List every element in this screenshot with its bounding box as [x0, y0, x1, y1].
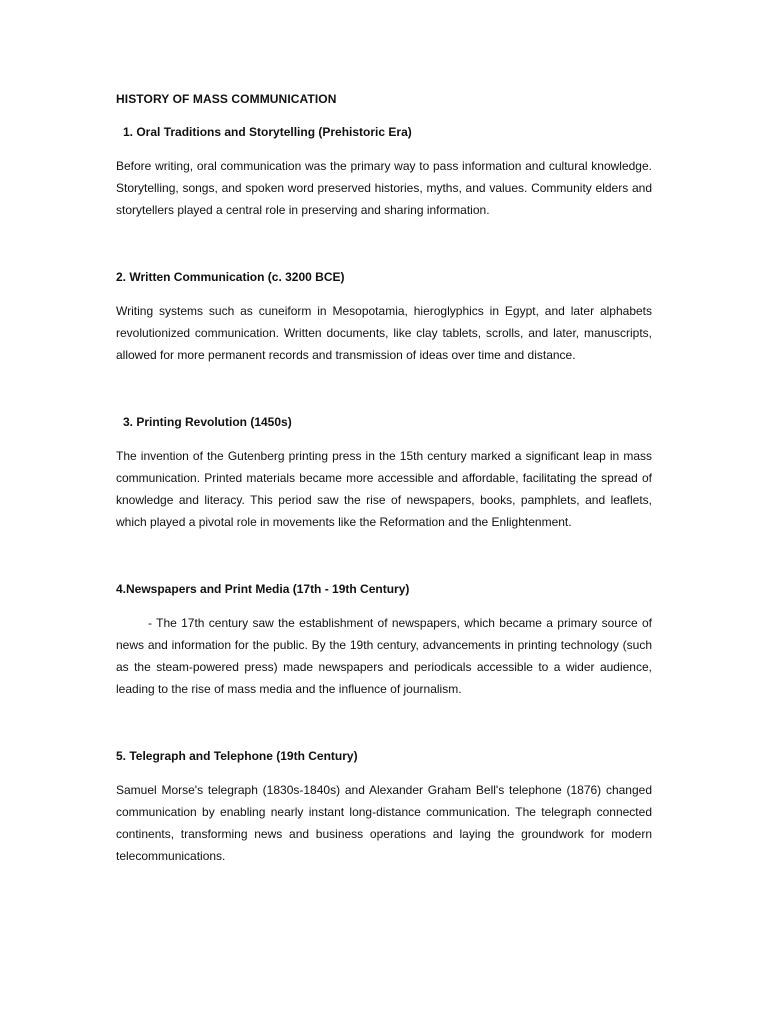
section-heading: 1. Oral Traditions and Storytelling (Prehistoric Era) [123, 125, 412, 139]
section-heading: 4.Newspapers and Print Media (17th - 19th Century) [116, 582, 410, 596]
section-oral-traditions [116, 121, 652, 221]
section-heading: 5. Telegraph and Telephone (19th Century) [116, 749, 358, 763]
section-paragraph: The invention of the Gutenberg printing press in the 15th century marked a significant leap in mass communication. Printed materials became more accessible and affordable, facilitating the spread of knowledge and literacy. This period saw the rise of newspapers, books, pamphlets, and leaflets, which played a pivotal role in movements like the Reformation and the Enlightenment. [116, 449, 652, 529]
section-printing-revolution [116, 411, 652, 533]
section-written-communication [116, 266, 652, 366]
section-paragraph: Before writing, oral communication was the primary way to pass information and cultural knowledge. Storytelling, songs, and spoken word preserved histories, myths, and values. Community elders and storytellers played a central role in preserving and sharing information. [116, 159, 652, 217]
section-heading: 3. Printing Revolution (1450s) [123, 415, 292, 429]
section-paragraph: Writing systems such as cuneiform in Mesopotamia, hieroglyphics in Egypt, and later alphabets revolutionized communication. Written documents, like clay tablets, scrolls, and later, manuscripts, allowed for more permanent records and transmission of ideas over time and distance. [116, 304, 652, 362]
section-heading: 2. Written Communication (c. 3200 BCE) [116, 270, 345, 284]
document-title: HISTORY OF MASS COMMUNICATION [116, 92, 337, 106]
section-paragraph: Samuel Morse's telegraph (1830s-1840s) and Alexander Graham Bell's telephone (1876) changed communication by enabling nearly instant long-distance communication. The telegraph connected continents, transforming news and business operations and laying the groundwork for modern telecommunications. [116, 783, 652, 863]
document-content [116, 88, 652, 867]
section-telegraph-telephone [116, 745, 652, 867]
section-paragraph: - The 17th century saw the establishment of newspapers, which became a primary source of news and information for the public. By the 19th century, advancements in printing technology (such as the steam-powered press) made newspapers and periodicals accessible to a wider audience, leading to the rise of mass media and the influence of journalism. [116, 616, 652, 696]
section-newspapers-print-media [116, 578, 652, 700]
